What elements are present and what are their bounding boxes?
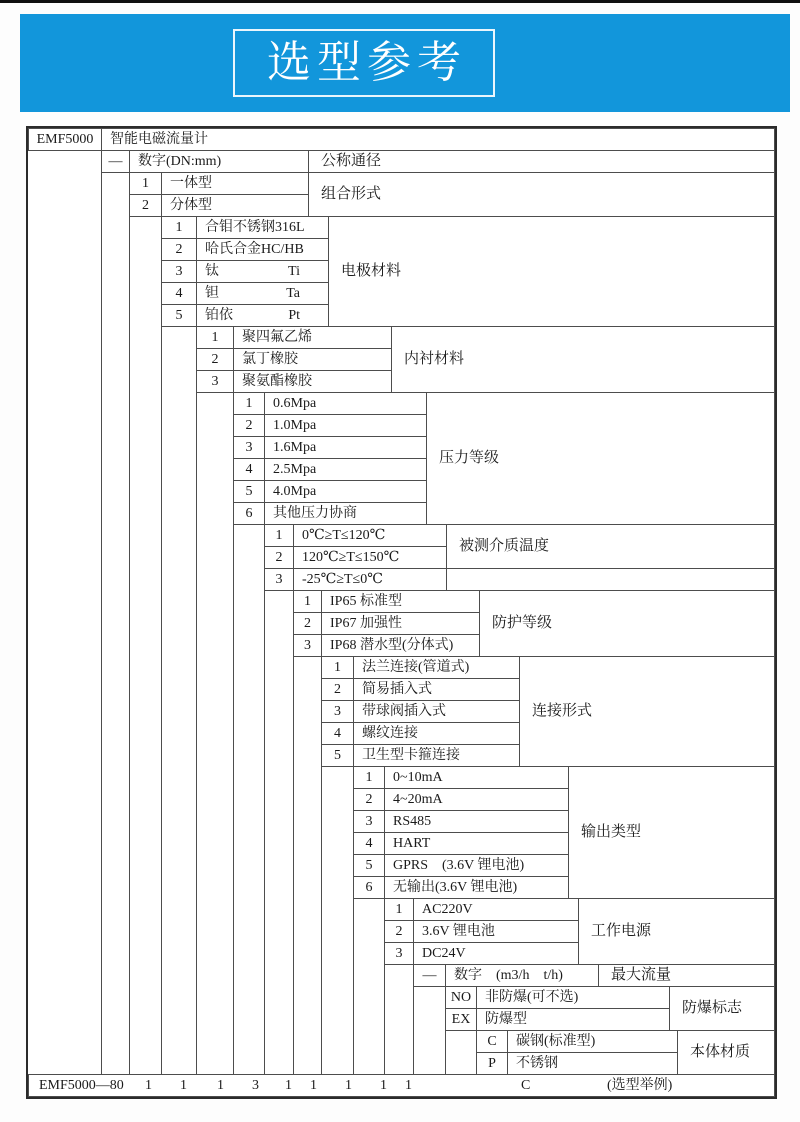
column-divider-line: [129, 216, 130, 1075]
desc-cell: 碳钢(标准型): [507, 1030, 678, 1053]
code-cell: 4: [161, 282, 197, 305]
example-code: 1: [405, 1078, 412, 1093]
example-code: 1: [310, 1078, 317, 1093]
code-cell: 4: [321, 722, 354, 745]
desc-cell: [196, 216, 329, 239]
material-symbol: Pt: [288, 308, 300, 323]
example-code: 1: [217, 1078, 224, 1093]
example-code: 1: [345, 1078, 352, 1093]
code-cell: 3: [353, 810, 385, 833]
desc-cell: IP67 加强性: [321, 612, 480, 635]
code-cell: 3: [264, 568, 294, 591]
desc-cell: HART: [384, 832, 569, 855]
code-cell: 3: [321, 700, 354, 723]
code-cell: P: [476, 1052, 508, 1075]
desc-cell: RS485: [384, 810, 569, 833]
desc-cell: 1.6Mpa: [264, 436, 427, 459]
group-label-cell: 内衬材料: [391, 326, 775, 393]
example-code: 3: [252, 1078, 259, 1093]
group-label-cell: 最大流量: [598, 964, 775, 987]
desc-cell: 4~20mA: [384, 788, 569, 811]
column-divider-line: [161, 326, 162, 1075]
code-cell: NO: [445, 986, 477, 1009]
code-cell: 1: [196, 326, 234, 349]
code-cell: 3: [293, 634, 322, 657]
code-cell: 1: [293, 590, 322, 613]
page-top-rule: [0, 0, 800, 3]
desc-cell: GPRS (3.6V 锂电池): [384, 854, 569, 877]
desc-cell: 0℃≥T≤120℃: [293, 524, 447, 547]
column-divider-line: [321, 766, 322, 1075]
column-divider-line: [196, 392, 197, 1075]
material-symbol: HC/HB: [261, 242, 304, 257]
code-cell: 1: [161, 216, 197, 239]
example-note: (选型举例): [607, 1078, 673, 1093]
example-row: [28, 1074, 775, 1097]
group-label-empty-cell: [446, 568, 775, 591]
column-divider-line: [233, 524, 234, 1075]
code-cell: 2: [196, 348, 234, 371]
group-label-cell: 输出类型: [568, 766, 775, 899]
group-label-cell: 本体材质: [677, 1030, 775, 1075]
code-cell: 3: [384, 942, 414, 965]
code-cell: —: [413, 964, 446, 987]
code-cell: 1: [264, 524, 294, 547]
code-cell: 2: [264, 546, 294, 569]
group-label-cell: 防爆标志: [669, 986, 775, 1031]
column-divider-line: [413, 986, 414, 1075]
desc-cell: IP65 标准型: [321, 590, 480, 613]
column-divider-line: [101, 172, 102, 1075]
group-label-cell: 组合形式: [308, 172, 775, 217]
code-cell: 2: [161, 238, 197, 261]
desc-cell: 法兰连接(管道式): [353, 656, 520, 679]
desc-cell: 0.6Mpa: [264, 392, 427, 415]
example-model: EMF5000—80: [39, 1078, 124, 1093]
desc-cell: -25℃≥T≤0℃: [293, 568, 447, 591]
model-cell: EMF5000: [28, 128, 102, 151]
desc-cell: IP68 潜水型(分体式): [321, 634, 480, 657]
code-cell: C: [476, 1030, 508, 1053]
desc-cell: 其他压力协商: [264, 502, 427, 525]
desc-cell: 一体型: [161, 172, 309, 195]
desc-cell: [196, 238, 329, 261]
banner: [20, 14, 790, 112]
desc-cell: 3.6V 锂电池: [413, 920, 579, 943]
code-cell: 5: [233, 480, 265, 503]
desc-cell: [196, 260, 329, 283]
code-cell: EX: [445, 1008, 477, 1031]
example-code: 1: [285, 1078, 292, 1093]
desc-cell: 4.0Mpa: [264, 480, 427, 503]
code-cell: 1: [384, 898, 414, 921]
banner-title-box: [233, 29, 495, 97]
code-cell: 5: [161, 304, 197, 327]
group-label-cell: 电极材料: [328, 216, 775, 327]
material-name: 哈氏合金: [205, 242, 261, 257]
code-cell: 3: [233, 436, 265, 459]
code-cell: 2: [129, 194, 162, 217]
code-cell: 2: [353, 788, 385, 811]
example-code: 1: [145, 1078, 152, 1093]
page-title: 选型参考: [267, 38, 467, 87]
code-cell: 1: [129, 172, 162, 195]
group-label-cell: 公称通径: [308, 150, 775, 173]
example-body-code: C: [521, 1078, 531, 1093]
desc-cell: 防爆型: [476, 1008, 670, 1031]
code-cell: 1: [233, 392, 265, 415]
material-name: 钽: [205, 286, 219, 301]
desc-cell: DC24V: [413, 942, 579, 965]
desc-cell: 120℃≥T≤150℃: [293, 546, 447, 569]
group-label-cell: 被测介质温度: [446, 524, 775, 569]
code-cell: 3: [161, 260, 197, 283]
product-name-cell: 智能电磁流量计: [101, 128, 775, 151]
column-divider-line: [293, 656, 294, 1075]
column-divider-line: [353, 898, 354, 1075]
material-symbol: 316L: [275, 220, 305, 235]
example-code: 1: [180, 1078, 187, 1093]
group-label-cell: 工作电源: [578, 898, 775, 965]
desc-cell: 无输出(3.6V 锂电池): [384, 876, 569, 899]
code-cell: 4: [353, 832, 385, 855]
desc-cell: 带球阀插入式: [353, 700, 520, 723]
desc-cell: 简易插入式: [353, 678, 520, 701]
code-cell: 2: [321, 678, 354, 701]
code-cell: 5: [353, 854, 385, 877]
code-cell: 2: [293, 612, 322, 635]
material-name: 合钼不锈钢: [205, 220, 275, 235]
column-divider-line: [384, 964, 385, 1075]
example-code: 1: [380, 1078, 387, 1093]
column-divider-line: [264, 590, 265, 1075]
material-name: 铂依: [205, 308, 233, 323]
desc-cell: 氯丁橡胶: [233, 348, 392, 371]
desc-cell: 数字 (m3/h t/h): [445, 964, 599, 987]
material-name: 钛: [205, 264, 219, 279]
desc-cell: 数字(DN:mm): [129, 150, 309, 173]
desc-cell: 分体型: [161, 194, 309, 217]
desc-cell: 聚氨酯橡胶: [233, 370, 392, 393]
desc-cell: 非防爆(可不选): [476, 986, 670, 1009]
code-cell: 1: [321, 656, 354, 679]
selection-table: [26, 126, 777, 1099]
desc-cell: 0~10mA: [384, 766, 569, 789]
group-label-cell: 压力等级: [426, 392, 775, 525]
desc-cell: 聚四氟乙烯: [233, 326, 392, 349]
code-cell: 2: [233, 414, 265, 437]
desc-cell: AC220V: [413, 898, 579, 921]
group-label-cell: 连接形式: [519, 656, 775, 767]
desc-cell: 1.0Mpa: [264, 414, 427, 437]
code-cell: 3: [196, 370, 234, 393]
desc-cell: 不锈钢: [507, 1052, 678, 1075]
desc-cell: 2.5Mpa: [264, 458, 427, 481]
code-cell: 5: [321, 744, 354, 767]
code-cell: 6: [233, 502, 265, 525]
group-label-cell: 防护等级: [479, 590, 775, 657]
material-symbol: Ta: [286, 286, 300, 301]
desc-cell: [196, 304, 329, 327]
code-cell: —: [101, 150, 130, 173]
code-cell: 2: [384, 920, 414, 943]
code-cell: 1: [353, 766, 385, 789]
column-divider-line: [445, 1030, 446, 1075]
desc-cell: 卫生型卡箍连接: [353, 744, 520, 767]
code-cell: 6: [353, 876, 385, 899]
desc-cell: 螺纹连接: [353, 722, 520, 745]
code-cell: 4: [233, 458, 265, 481]
material-symbol: Ti: [288, 264, 300, 279]
desc-cell: [196, 282, 329, 305]
